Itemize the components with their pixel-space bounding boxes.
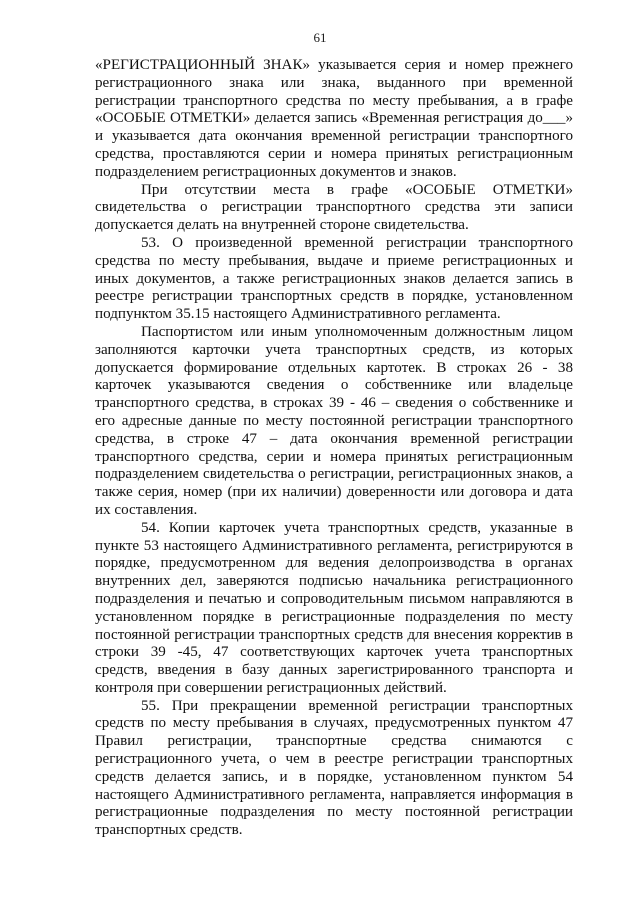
paragraph-registration-sign: «РЕГИСТРАЦИОННЫЙ ЗНАК» указывается серия и номер прежнего регистрационного знака или знака, выданного при временной регистрации транспортного средства по месту пребывания, а в графе «ОСОБЫЕ ОТМЕТКИ» делается запись «Временная регистрация до___» и указывается дата окончания временной регистрации транспортного средства, проставляются серии и номера принятых регистрационным подразделением регистрационных документов и знаков. xyxy=(95,57,573,180)
paragraph-passport-officer: Паспортистом или иным уполномоченным должностным лицом заполняются карточки учета транспортных средств, из которых допускается формирование отдельных картотек. В строках 26 - 38 карточек указываются сведения о собственнике или владельце транспортного средства, в строках 39 - 46 – сведения о собственнике и его адресные данные по месту постоянной регистрации транспортного средства, в строке 47 – дата окончания временной регистрации транспортного средства, серии и номера принятых регистрационным подразделением свидетельства о регистрации, регистрационных знаков, а также серия, номер (при их наличии) доверенности или договора и дата их составления. xyxy=(95,323,573,518)
paragraph-special-notes: При отсутствии места в графе «ОСОБЫЕ ОТМЕТКИ» свидетельства о регистрации транспортного средства эти записи допускается делать на внутренней стороне свидетельства. xyxy=(95,181,573,234)
document-body xyxy=(95,57,573,840)
paragraph-item-54: 54. Копии карточек учета транспортных средств, указанные в пункте 53 настоящего Административного регламента, регистрируются в порядке, предусмотренном для ведения делопроизводства в органах внутренних дел, заверяются подписью начальника регистрационного подразделения и печатью и сопроводительным письмом направляются в установленном порядке в регистрационные подразделения по месту постоянной регистрации транспортных средств для внесения корректив в строки 39 -45, 47 соответствующих карточек учета транспортных средств, введения в базу данных зарегистрированного транспорта и контроля при совершении регистрационных действий. xyxy=(95,519,573,696)
page-number: 61 xyxy=(313,30,327,45)
paragraph-item-53: 53. О произведенной временной регистрации транспортного средства по месту пребывания, выдаче и приеме регистрационных и иных документов, а также регистрационных знаков делается запись в реестре регистрации транспортных средств в порядке, установленном подпунктом 35.15 настоящего Административного регламента. xyxy=(95,234,573,323)
paragraph-item-55: 55. При прекращении временной регистрации транспортных средств по месту пребывания в случаях, предусмотренных пунктом 47 Правил регистрации, транспортные средства снимаются с регистрационного учета, о чем в реестре регистрации транспортных средств делается запись, и в порядке, установленном пунктом 54 настоящего Административного регламента, направляется информация в регистрационные подразделения по месту постоянной регистрации транспортных средств. xyxy=(95,697,573,839)
